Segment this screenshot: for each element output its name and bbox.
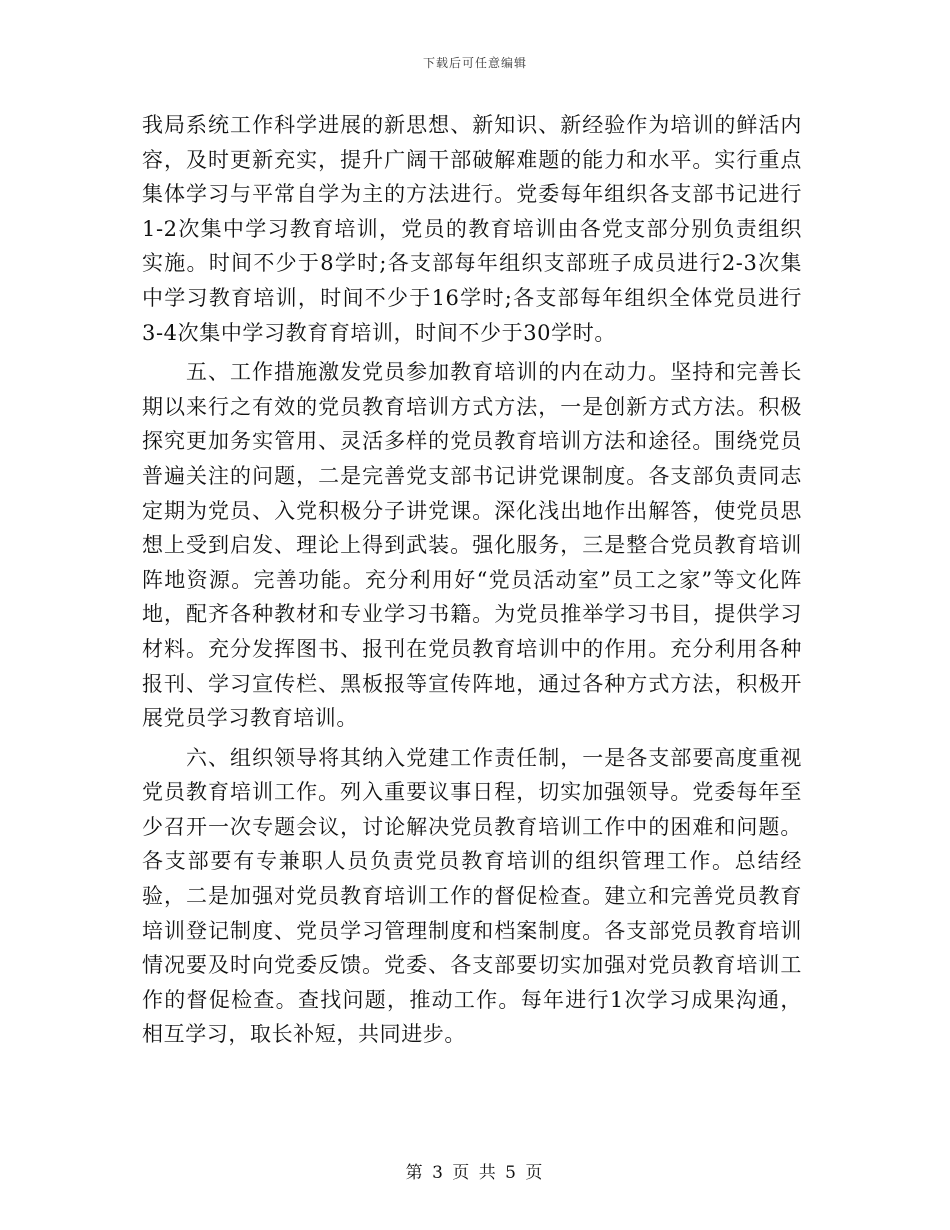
page-header-note: 下载后可任意编辑 <box>422 56 527 70</box>
document-body <box>142 108 802 1052</box>
paragraph-3: 六、组织领导将其纳入党建工作责任制，一是各支部要高度重视党员教育培训工作。列入重要议事日程，切实加强领导。党委每年至少召开一次专题会议，讨论解决党员教育培训工作中的困难和问题。各支部要有专兼职人员负责党员教育培训的组织管理工作。总结经验，二是加强对党员教育培训工作的督促检查。建立和完善党员教育培训登记制度、党员学习管理制度和档案制度。各支部党员教育培训情况要及时向党委反馈。党委、各支部要切实加强对党员教育培训工作的督促检查。查找问题，推动工作。每年进行1次学习成果沟通，相互学习，取长补短，共同进步。 <box>142 745 802 1047</box>
page-number-footer: 第 3 页 共 5 页 <box>405 1163 545 1183</box>
paragraph-1: 我局系统工作科学进展的新思想、新知识、新经验作为培训的鲜活内容，及时更新充实，提升广阔干部破解难题的能力和水平。实行重点集体学习与平常自学为主的方法进行。党委每年组织各支部书记进行1-2次集中学习教育培训，党员的教育培训由各党支部分别负责组织实施。时间不少于8学时;各支部每年组织支部班子成员进行2-3次集中学习教育培训，时间不少于16学时;各支部每年组织全体党员进行3-4次集中学习教育育培训，时间不少于30学时。 <box>142 113 802 345</box>
paragraph-2: 五、工作措施激发党员参加教育培训的内在动力。坚持和完善长期以来行之有效的党员教育培训方式方法，一是创新方式方法。积极探究更加务实管用、灵活多样的党员教育培训方法和途径。围绕党员普遍关注的问题，二是完善党支部书记讲党课制度。各支部负责同志定期为党员、入党积极分子讲党课。深化浅出地作出解答，使党员思想上受到启发、理论上得到武装。强化服务，三是整合党员教育培训阵地资源。完善功能。充分利用好“党员活动室”员工之家”等文化阵地，配齐各种教材和专业学习书籍。为党员推举学习书目，提供学习材料。充分发挥图书、报刊在党员教育培训中的作用。充分利用各种报刊、学习宣传栏、黑板报等宣传阵地，通过各种方式方法，积极开展党员学习教育培训。 <box>142 360 802 731</box>
